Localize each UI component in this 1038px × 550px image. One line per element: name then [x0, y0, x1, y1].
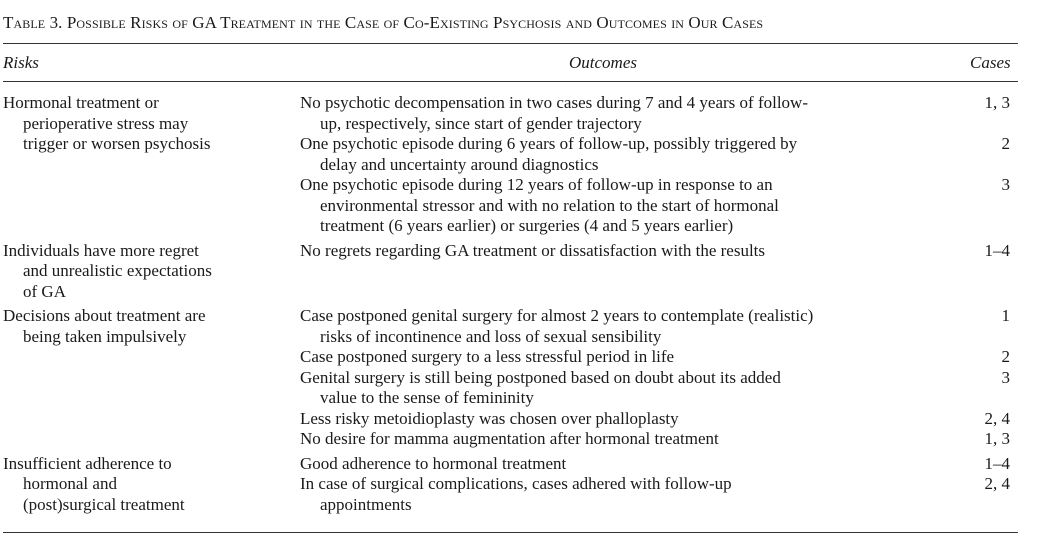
outcome-text-line: One psychotic episode during 12 years of follow-up in response to an — [300, 175, 773, 194]
outcome-item — [300, 454, 1020, 475]
outcome-item — [300, 474, 1020, 515]
risk-text-line: and unrealistic expectations — [23, 261, 212, 280]
outcome-text-line: No psychotic decompensation in two cases during 7 and 4 years of follow- — [300, 93, 808, 112]
cases-value: 1–4 — [984, 240, 1010, 260]
table-row — [0, 93, 1038, 237]
cases-value: 2 — [1001, 134, 1010, 153]
outcome-text-line: Less risky metoidioplasty was chosen over phalloplasty — [300, 408, 679, 428]
outcome-text-line: Genital surgery is still being postponed based on doubt about its added — [300, 367, 781, 387]
outcome-text-line: environmental stressor and with no relation to the start of hormonal — [320, 195, 779, 215]
risk-cell — [3, 93, 283, 155]
table-row — [0, 241, 1038, 303]
outcome-item — [300, 429, 1020, 450]
risk-text-line: Individuals have more regret — [3, 240, 199, 260]
risk-text-line: of GA — [23, 281, 66, 301]
table-row — [0, 306, 1038, 450]
outcome-text-line: appointments — [320, 494, 412, 514]
outcome-item — [300, 93, 1020, 134]
outcome-text-line: delay and uncertainty around diagnostics — [320, 154, 599, 174]
risk-text-line: Insufficient adherence to — [3, 453, 172, 473]
bottom-rule — [3, 532, 1018, 533]
risk-text-line: hormonal and — [23, 474, 117, 493]
outcome-item — [300, 409, 1020, 430]
outcome-item — [300, 368, 1020, 409]
cases-value: 1 — [1001, 306, 1010, 325]
risk-cell — [3, 454, 283, 516]
outcome-text-line: value to the sense of femininity — [320, 388, 534, 407]
outcome-item — [300, 241, 1020, 262]
table-caption: Table 3. Possible Risks of GA Treatment in the Case of Co-Existing Psychosis and Outcomes in Our Cases — [3, 13, 764, 32]
outcome-text-line: treatment (6 years earlier) or surgeries (4 and 5 years earlier) — [320, 216, 734, 235]
outcomes-cell — [300, 93, 1020, 237]
risk-text-line: trigger or worsen psychosis — [23, 134, 211, 153]
cases-value: 2, 4 — [984, 474, 1010, 493]
risk-cell — [3, 306, 283, 347]
outcome-text-line: Case postponed genital surgery for almost 2 years to contemplate (realistic) — [300, 306, 814, 325]
cases-value: 1–4 — [984, 453, 1010, 473]
table-row — [0, 454, 1038, 516]
risk-text-line: Decisions about treatment are — [3, 306, 206, 325]
risk-text-line: Hormonal treatment or — [3, 93, 159, 112]
risk-text-line: perioperative stress may — [23, 113, 189, 133]
cases-value: 3 — [1001, 175, 1010, 194]
cases-value: 3 — [1001, 367, 1010, 387]
top-rule — [3, 43, 1018, 44]
header-cases: Cases — [970, 53, 1011, 72]
cases-value: 2, 4 — [984, 408, 1010, 428]
header-risks: Risks — [3, 53, 39, 72]
header-rule — [3, 81, 1018, 82]
outcome-text-line: No regrets regarding GA treatment or dissatisfaction with the results — [300, 240, 766, 260]
outcomes-cell — [300, 306, 1020, 450]
outcome-text-line: Good adherence to hormonal treatment — [300, 453, 567, 473]
risk-text-line: being taken impulsively — [23, 326, 187, 346]
outcomes-cell — [300, 241, 1020, 262]
outcome-text-line: Case postponed surgery to a less stressful period in life — [300, 347, 675, 366]
outcome-text-line: In case of surgical complications, cases adhered with follow-up — [300, 474, 732, 493]
risk-text-line: (post)surgical treatment — [23, 494, 185, 514]
outcome-item — [300, 347, 1020, 368]
cases-value: 1, 3 — [984, 93, 1010, 112]
table-body — [0, 93, 1038, 515]
outcome-item — [300, 306, 1020, 347]
outcome-text-line: risks of incontinence and loss of sexual sensibility — [320, 326, 662, 346]
header-outcomes: Outcomes — [569, 53, 637, 72]
outcome-text-line: No desire for mamma augmentation after hormonal treatment — [300, 429, 719, 448]
risk-cell — [3, 241, 283, 303]
outcome-item — [300, 134, 1020, 175]
outcome-text-line: up, respectively, since start of gender trajectory — [320, 113, 642, 133]
cases-value: 1, 3 — [984, 429, 1010, 448]
outcome-text-line: One psychotic episode during 6 years of follow-up, possibly triggered by — [300, 134, 798, 153]
cases-value: 2 — [1001, 347, 1010, 366]
outcome-item — [300, 175, 1020, 237]
outcomes-cell — [300, 454, 1020, 516]
